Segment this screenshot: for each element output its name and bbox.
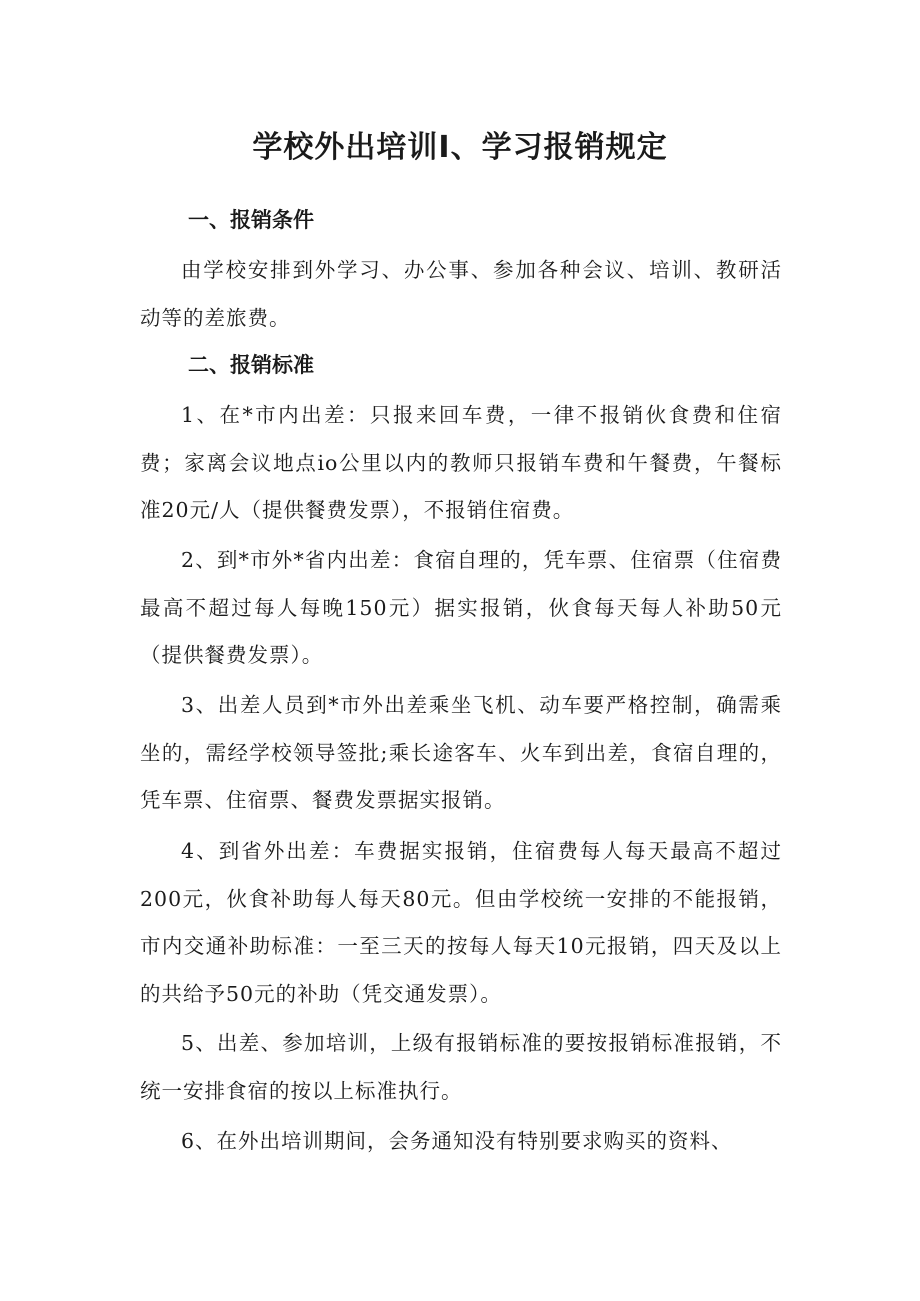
document-title: 学校外出培训Ⅰ、学习报销规定 <box>252 130 668 165</box>
section-heading-conditions: 一、报销条件 <box>188 208 314 232</box>
standard-item-1: 1、在*市内出差：只报来回车费，一律不报销伙食费和住宿费；家离会议地点io公里以内的教师只报销车费和午餐费，午餐标准20元/人（提供餐费发票），不报销住宿费。 <box>140 403 782 522</box>
conditions-paragraph: 由学校安排到外学习、办公事、参加各种会议、培训、教研活动等的差旅费。 <box>140 258 782 330</box>
standard-item-6: 6、在外出培训期间，会务通知没有特别要求购买的资料、 <box>181 1129 733 1153</box>
standard-item-5: 5、出差、参加培训，上级有报销标准的要按报销标准报销，不统一安排食宿的按以上标准执行。 <box>140 1031 782 1103</box>
section-heading-standards: 二、报销标准 <box>188 353 314 377</box>
standard-item-2: 2、到*市外*省内出差：食宿自理的，凭车票、住宿票（住宿费最高不超过每人每晚150元）据实报销，伙食每天每人补助50元（提供餐费发票）。 <box>140 548 782 667</box>
standard-item-3: 3、出差人员到*市外出差乘坐飞机、动车要严格控制，确需乘坐的，需经学校领导签批;乘长途客车、火车到出差，食宿自理的，凭车票、住宿票、餐费发票据实报销。 <box>140 693 782 812</box>
standard-item-4: 4、到省外出差：车费据实报销，住宿费每人每天最高不超过200元，伙食补助每人每天80元。但由学校统一安排的不能报销，市内交通补助标准：一至三天的按每人每天10元报销，四天及以上的共给予50元的补助（凭交通发票）。 <box>140 839 782 1006</box>
